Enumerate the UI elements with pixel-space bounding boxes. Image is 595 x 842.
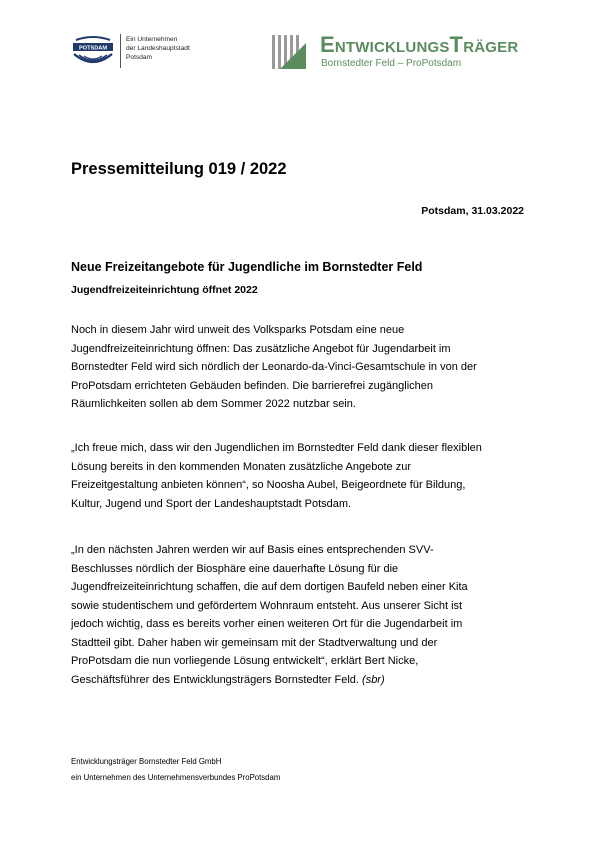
body-paragraph-1	[71, 321, 531, 414]
entwicklungstraeger-logo-title: EntwicklungsTräger	[320, 32, 519, 57]
paragraph-line: Kultur, Jugend und Sport der Landeshauptstadt Potsdam.	[71, 497, 352, 510]
press-release-subheadline: Jugendfreizeiteinrichtung öffnet 2022	[71, 284, 258, 296]
press-release-headline: Neue Freizeitangebote für Jugendliche im Bornstedter Feld	[71, 260, 423, 274]
potsdam-emblem-text: POTSDAM	[79, 45, 107, 52]
body-paragraph-2	[71, 439, 531, 513]
paragraph-line: „In den nächsten Jahren werden wir auf Basis eines entsprechenden SVV-	[71, 544, 434, 556]
paragraph-line-last	[71, 671, 531, 690]
footer-line: Entwicklungsträger Bornstedter Feld GmbH	[71, 757, 222, 766]
paragraph-line: ProPotsdam die nun vorliegende Lösung entwickelt“, erklärt Bert Nicke,	[71, 655, 419, 667]
author-signature: (sbr)	[362, 673, 385, 686]
paragraph-line: Noch in diesem Jahr wird unweit des Volksparks Potsdam eine neue	[71, 324, 405, 336]
paragraph-line: sowie studentischem und gefördertem Wohnraum entsteht. Aus unserer Sicht ist	[71, 599, 463, 612]
potsdam-logo-line: Ein Unternehmen	[126, 36, 178, 43]
footer-line: ein Unternehmen des Unternehmensverbundes ProPotsdam	[71, 773, 281, 782]
paragraph-line: „Ich freue mich, dass wir den Jugendlichen im Bornstedter Feld dank dieser flexiblen	[71, 442, 482, 454]
entwicklungstraeger-logo-mark	[270, 33, 310, 71]
paragraph-line: Beschlusses nördlich der Biosphäre eine dauerhafte Lösung für die	[71, 562, 399, 575]
paragraph-line: jedoch wichtig, dass es bereits vorher einen weiteren Ort für die Jugendarbeit im	[71, 618, 463, 630]
paragraph-line-text: Geschäftsführer des Entwicklungsträgers Bornstedter Feld.	[71, 673, 359, 686]
entwicklungstraeger-logo-subtitle: Bornstedter Feld – ProPotsdam	[321, 58, 462, 69]
paragraph-line: Jugendfreizeiteinrichtung schaffen, die auf dem dortigen Baufeld neben einer Kita	[71, 581, 468, 593]
paragraph-line: Räumlichkeiten sollen ab dem Sommer 2022 nutzbar sein.	[71, 398, 356, 410]
paragraph-line: ProPotsdam errichteten Gebäuden befinden. Die barrierefrei zugänglichen	[71, 379, 433, 392]
paragraph-line: Bornstedter Feld wird sich nördlich der Leonardo-da-Vinci-Gesamtschule in von der	[71, 361, 477, 373]
potsdam-logo-divider	[120, 34, 121, 68]
press-release-title: Pressemitteilung 019 / 2022	[71, 160, 287, 178]
paragraph-line: Freizeitgestaltung anbieten können“, so Noosha Aubel, Beigeordnete für Bildung,	[71, 479, 466, 491]
potsdam-logo-line: Potsdam	[126, 54, 153, 61]
paragraph-line: Jugendfreizeiteinrichtung öffnen: Das zusätzliche Angebot für Jugendarbeit im	[71, 342, 451, 355]
paragraph-line: Lösung bereits in den kommenden Monaten zusätzliche Angebote zur	[71, 460, 411, 473]
page-footer	[71, 754, 280, 786]
potsdam-logo-text	[126, 35, 190, 62]
paragraph-line: Stadtteil gibt. Daher haben wir gemeinsam mit der Stadtverwaltung und der	[71, 636, 438, 649]
body-paragraph-3	[71, 541, 531, 689]
potsdam-logo-line: der Landeshauptstadt	[126, 45, 190, 52]
press-release-date: Potsdam, 31.03.2022	[421, 205, 524, 217]
potsdam-emblem-logo	[70, 36, 116, 70]
